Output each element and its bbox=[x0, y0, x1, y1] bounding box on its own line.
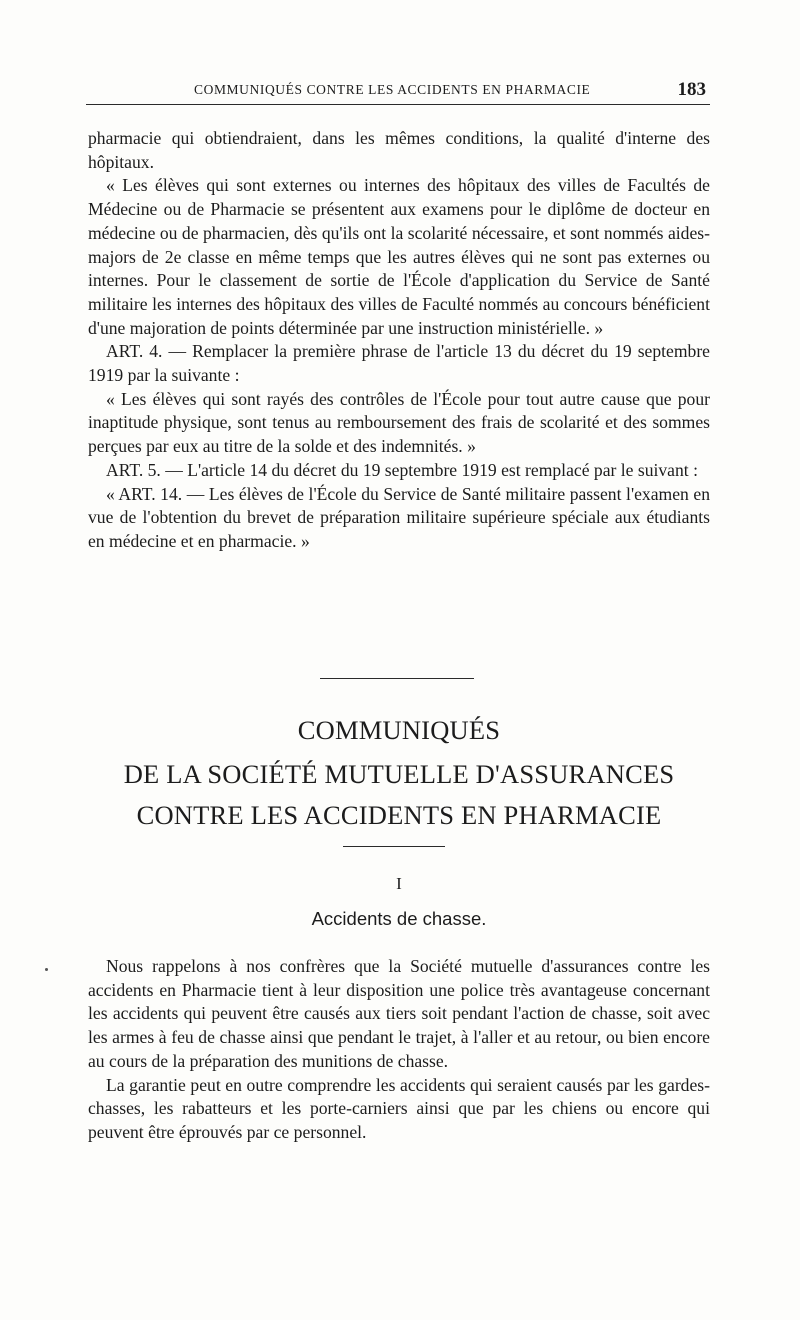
section-numeral: I bbox=[396, 874, 402, 893]
paragraph: « Les élèves qui sont rayés des contrôles de l'École pour tout autre cause que pour inaptitude physique, sont tenus au remboursement des frais de scolarité et des sommes perçues par eux au titre de la solde et des indemnités. » bbox=[88, 388, 710, 457]
running-head bbox=[86, 78, 710, 102]
paragraph: ART. 4. — Remplacer la première phrase de l'article 13 du décret du 19 septembre 1919 par la suivante : bbox=[88, 341, 710, 386]
section-divider-top bbox=[320, 678, 474, 679]
paragraph: ART. 5. — L'article 14 du décret du 19 septembre 1919 est remplacé par le suivant : bbox=[106, 459, 698, 480]
section-heading-line-2: DE LA SOCIÉTÉ MUTUELLE D'ASSURANCES bbox=[123, 759, 675, 789]
section-heading-line-1: COMMUNIQUÉS bbox=[297, 715, 501, 745]
paragraph: La garantie peut en outre comprendre les accidents qui seraient causés par les gardes-chasses, les rabatteurs et les porte-carniers ainsi que par les chiens ou encore qui peuvent être éprouvés par ce personnel. bbox=[88, 1074, 710, 1142]
section-heading-line-3: CONTRE LES ACCIDENTS EN PHARMACIE bbox=[136, 800, 662, 830]
header-rule bbox=[86, 104, 710, 105]
paragraph: « Les élèves qui sont externes ou internes des hôpitaux des villes de Facultés de Médecine ou de Pharmacie se présentent aux examens pour le diplôme de docteur en médecine ou de pharmacien, dès qu'ils ont la scolarité nécessaire, et sont nommés aides-majors de 2e classe en même temps que les autres élèves qui ne sont pas externes ou internes. Pour le classement de sortie de l'École d'application du Service de Santé militaire les internes des hôpitaux des villes de Faculté nommés au concours bénéficient d'une majoration de points déterminée par une instruction ministérielle. » bbox=[88, 175, 710, 338]
running-title: COMMUNIQUÉS CONTRE LES ACCIDENTS EN PHARMACIE bbox=[194, 82, 591, 97]
paragraph: « ART. 14. — Les élèves de l'École du Service de Santé militaire passent l'examen en vue de l'obtention du brevet de préparation militaire supérieure spéciale aux étudiants en médecine et en pharmacie. » bbox=[88, 483, 710, 551]
section-divider-bottom bbox=[343, 846, 445, 847]
paragraph: Nous rappelons à nos confrères que la Société mutuelle d'assurances contre les accidents en Pharmacie tient à leur disposition une police très avantageuse concernant les accidents qui peuvent être causés aux tiers soit pendant l'action de chasse, soit avec les armes à feu de chasse ainsi que pendant le trajet, à l'aller et au retour, ou bien encore au cours de la préparation des munitions de chasse. bbox=[88, 956, 710, 1071]
subsection-title: Accidents de chasse. bbox=[311, 908, 487, 929]
continued-text bbox=[88, 127, 710, 554]
section-text bbox=[88, 955, 710, 1145]
paragraph: pharmacie qui obtiendraient, dans les mêmes conditions, la qualité d'interne des hôpitaux. bbox=[88, 128, 710, 172]
margin-mark bbox=[45, 968, 48, 971]
page-number: 183 bbox=[677, 79, 706, 100]
